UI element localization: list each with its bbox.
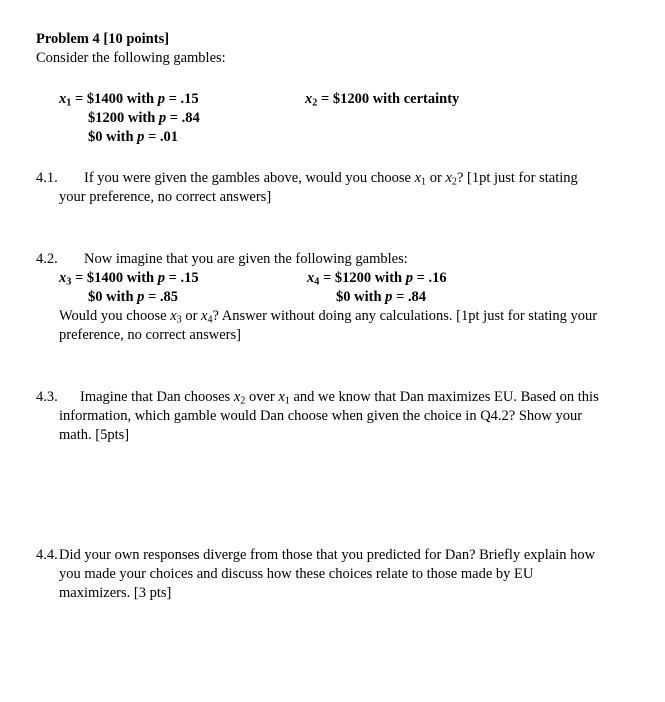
question-text: Now imagine that you are given the following gambles: <box>84 251 408 267</box>
subscript: 4 <box>207 314 213 326</box>
gamble-text: = $1400 with <box>71 91 158 107</box>
subscript: 1 <box>284 395 290 407</box>
question-text: ? Answer without doing any calculations. [1pt just for stating your <box>212 308 598 324</box>
question-text: Would you choose <box>59 308 171 324</box>
question-4-4-line1 <box>36 546 595 565</box>
gamble-x1-line3 <box>88 128 178 147</box>
gamble-x4-line2 <box>336 288 426 307</box>
gamble-x3-line2 <box>88 288 178 307</box>
question-4-2-line1 <box>36 250 408 269</box>
var-p: p <box>137 289 145 305</box>
gamble-prob: = .16 <box>412 270 447 286</box>
subscript: 1 <box>421 176 427 188</box>
problem-intro: Consider the following gambles: <box>36 50 226 66</box>
var-p: p <box>137 129 145 145</box>
gamble-x1-line2 <box>88 109 200 128</box>
question-text: over <box>245 389 279 405</box>
var-x: x <box>59 91 67 107</box>
var-x: x <box>170 308 177 324</box>
gamble-x3-line1 <box>59 269 199 288</box>
subscript: 4 <box>314 276 320 288</box>
question-4-4-line3: maximizers. [3 pts] <box>59 585 172 601</box>
question-4-2-ask-line1 <box>59 307 597 326</box>
question-number: 4.3. <box>36 389 58 405</box>
var-x: x <box>305 91 313 107</box>
gamble-text: = $1200 with certainty <box>317 91 460 107</box>
var-x: x <box>278 389 285 405</box>
question-text: or <box>426 170 446 186</box>
question-text: Imagine that Dan chooses <box>80 389 234 405</box>
question-4-3-line1 <box>36 388 599 407</box>
question-number: 4.1. <box>36 170 58 186</box>
gamble-prob: = .84 <box>166 110 200 126</box>
gamble-prob: = .15 <box>164 270 199 286</box>
gamble-x2-line1 <box>305 90 459 109</box>
gamble-text: $0 with <box>88 289 138 305</box>
question-text: If you were given the gambles above, would you choose <box>84 170 415 186</box>
gamble-x4-line1 <box>307 269 447 288</box>
question-text: Did your own responses diverge from those that you predicted for Dan? Briefly explain how <box>59 547 596 563</box>
subscript: 2 <box>451 176 457 188</box>
question-text: and we know that Dan maximizes EU. Based on this <box>289 389 599 405</box>
question-number: 4.2. <box>36 251 58 267</box>
problem-title: Problem 4 [10 points] <box>36 31 170 47</box>
question-4-1-line2: your preference, no correct answers] <box>59 189 272 205</box>
gamble-text: = $1400 with <box>71 270 158 286</box>
question-4-2-ask-line2: preference, no correct answers] <box>59 327 241 343</box>
question-4-3-line3: math. [5pts] <box>59 427 130 443</box>
var-p: p <box>405 270 413 286</box>
gamble-prob: = .01 <box>144 129 179 145</box>
question-number: 4.4. <box>36 547 58 563</box>
gamble-prob: = .15 <box>164 91 199 107</box>
gamble-prob: = .84 <box>392 289 427 305</box>
gamble-text: = $1200 with <box>319 270 406 286</box>
question-4-3-line2: information, which gamble would Dan choose when given the choice in Q4.2? Show your <box>59 408 583 424</box>
subscript: 2 <box>240 395 246 407</box>
gamble-prob: = .85 <box>144 289 179 305</box>
subscript: 3 <box>176 314 182 326</box>
var-x: x <box>59 270 67 286</box>
var-x: x <box>445 170 452 186</box>
question-text: ? [1pt just for stating <box>456 170 578 186</box>
question-4-1-line1 <box>36 169 578 188</box>
gamble-x1-line1 <box>59 90 199 109</box>
var-x: x <box>233 389 241 405</box>
var-x: x <box>201 308 208 324</box>
subscript: 2 <box>312 97 318 109</box>
gamble-text: $0 with <box>88 129 138 145</box>
question-4-4-line2: you made your choices and discuss how these choices relate to those made by EU <box>59 566 534 582</box>
subscript: 3 <box>66 276 72 288</box>
var-p: p <box>158 110 167 126</box>
var-x: x <box>414 170 422 186</box>
gamble-text: $0 with <box>336 289 386 305</box>
var-p: p <box>157 270 165 286</box>
gamble-text: $1200 with <box>88 110 159 126</box>
var-x: x <box>307 270 315 286</box>
var-p: p <box>385 289 393 305</box>
subscript: 1 <box>66 97 72 109</box>
question-text: or <box>181 308 202 324</box>
var-p: p <box>157 91 165 107</box>
